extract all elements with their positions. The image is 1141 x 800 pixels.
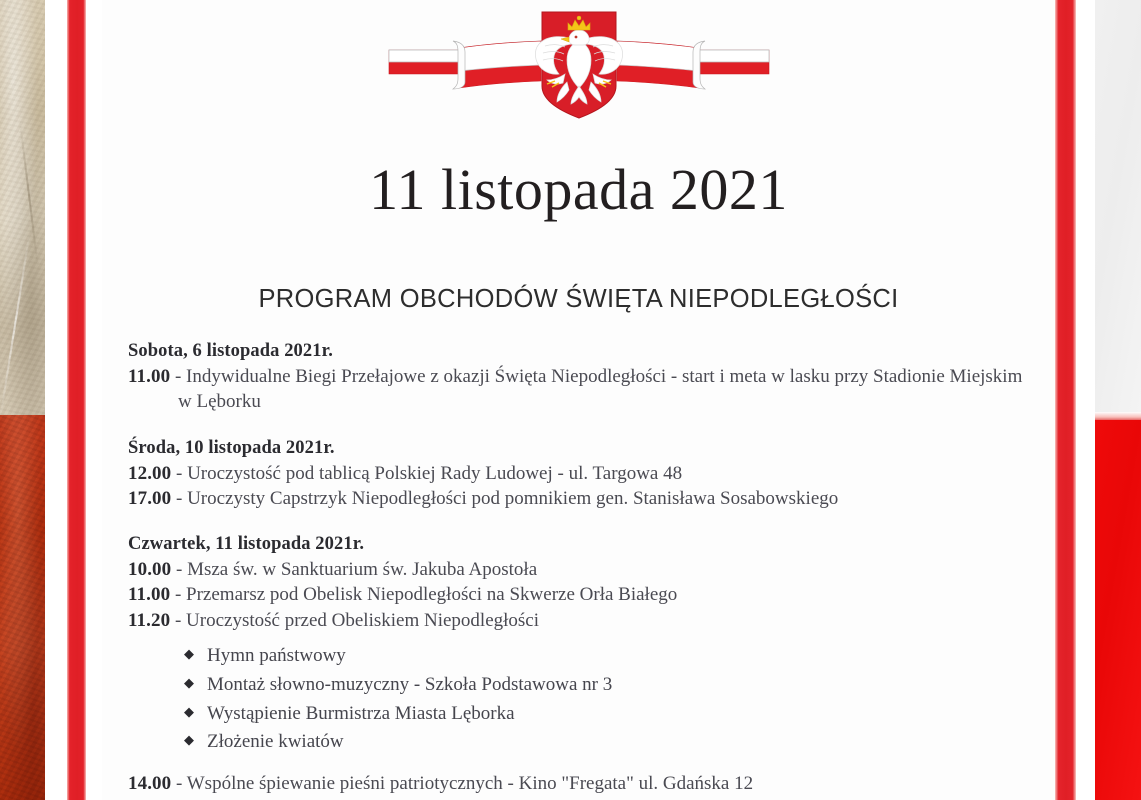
diamond-bullet-icon: ◆ xyxy=(184,645,194,661)
entry-description: Msza św. w Sanktuarium św. Jakuba Apostoła xyxy=(187,559,538,581)
poster-content xyxy=(102,0,1055,800)
left-inner-white-gap xyxy=(86,0,102,800)
day-heading: Środa, 10 listopada 2021r. xyxy=(128,437,335,458)
entry-separator: - xyxy=(174,366,182,387)
entry-separator: - xyxy=(176,487,183,509)
entry-description: Indywidualne Biegi Przełajowe z okazji Święta Niepodległości - start i meta w lasku przy Stadionie Miejskim w Lęborku xyxy=(178,366,1023,413)
entry-time: 14.00 xyxy=(128,773,172,795)
page-subtitle: PROGRAM OBCHODÓW ŚWIĘTA NIEPODLEGŁOŚCI xyxy=(258,285,899,313)
entry-separator: - xyxy=(176,773,183,795)
day-heading: Czwartek, 11 listopada 2021r. xyxy=(128,534,365,555)
entry-description: Uroczystość przed Obeliskiem Niepodległości xyxy=(186,609,540,631)
list-item-label: Wystąpienie Burmistrza Miasta Lęborka xyxy=(207,702,515,724)
list-item-label: Montaż słowno-muzyczny - Szkoła Podstawowa nr 3 xyxy=(207,673,613,695)
left-red-stripe xyxy=(67,0,86,800)
entry-separator: - xyxy=(176,462,183,484)
entry-time: 11.00 xyxy=(128,366,171,387)
entry-time: 11.00 xyxy=(128,584,171,606)
right-white-gap xyxy=(1076,0,1095,800)
entry-time: 12.00 xyxy=(128,462,172,484)
program-schedule xyxy=(128,341,1033,800)
left-flag-crease-shadow xyxy=(19,120,39,269)
program-entry xyxy=(128,557,1033,582)
list-item xyxy=(184,700,1033,729)
page-title: 11 listopada 2021 xyxy=(369,157,788,222)
left-flag-red-band xyxy=(0,415,45,800)
day-block xyxy=(128,341,1033,415)
right-red-stripe xyxy=(1055,0,1076,800)
entry-time: 10.00 xyxy=(128,559,172,581)
section-spacer xyxy=(128,422,1033,438)
section-spacer xyxy=(128,518,1033,534)
left-flag-white-band xyxy=(0,0,45,415)
left-white-gap xyxy=(45,0,67,800)
program-entry xyxy=(128,582,1033,607)
left-flag-crease-highlight xyxy=(0,231,31,419)
day-block xyxy=(128,534,1033,797)
entry-separator: - xyxy=(174,584,182,606)
list-item-label: Hymn państwowy xyxy=(207,644,346,666)
program-entry xyxy=(128,771,1033,796)
entry-separator: - xyxy=(176,559,183,581)
entry-time: 11.20 xyxy=(128,609,171,631)
sub-program-list xyxy=(128,642,1033,758)
right-flag-white-band xyxy=(1095,0,1141,420)
program-entry xyxy=(128,608,1033,633)
program-entry xyxy=(128,486,1033,511)
day-heading: Sobota, 6 listopada 2021r. xyxy=(128,341,333,361)
entry-description: Wspólne śpiewanie pieśni patriotycznych - Kino "Fregata" ul. Gdańska 12 xyxy=(186,773,754,795)
program-entry xyxy=(128,364,1033,415)
list-item xyxy=(184,728,1033,757)
left-textured-flag-decoration xyxy=(0,0,45,800)
program-entry xyxy=(128,461,1033,486)
right-flag-red-band xyxy=(1095,420,1141,800)
polish-coat-of-arms-icon xyxy=(102,8,1055,120)
entry-separator: - xyxy=(174,609,182,631)
list-item-label: Złożenie kwiatów xyxy=(207,731,344,753)
entry-description: Przemarsz pod Obelisk Niepodległości na Skwerze Orła Białego xyxy=(186,584,678,606)
diamond-bullet-icon: ◆ xyxy=(184,703,194,719)
entry-description: Uroczystość pod tablicą Polskiej Rady Ludowej - ul. Targowa 48 xyxy=(187,462,683,484)
diamond-bullet-icon: ◆ xyxy=(184,674,194,690)
list-item xyxy=(184,642,1033,671)
entry-time: 17.00 xyxy=(128,487,172,509)
list-item xyxy=(184,671,1033,700)
right-flag-decoration xyxy=(1095,0,1141,800)
entry-description: Uroczysty Capstrzyk Niepodległości pod pomnikiem gen. Stanisława Sosabowskiego xyxy=(187,487,839,509)
day-block xyxy=(128,438,1033,512)
diamond-bullet-icon: ◆ xyxy=(184,732,194,748)
